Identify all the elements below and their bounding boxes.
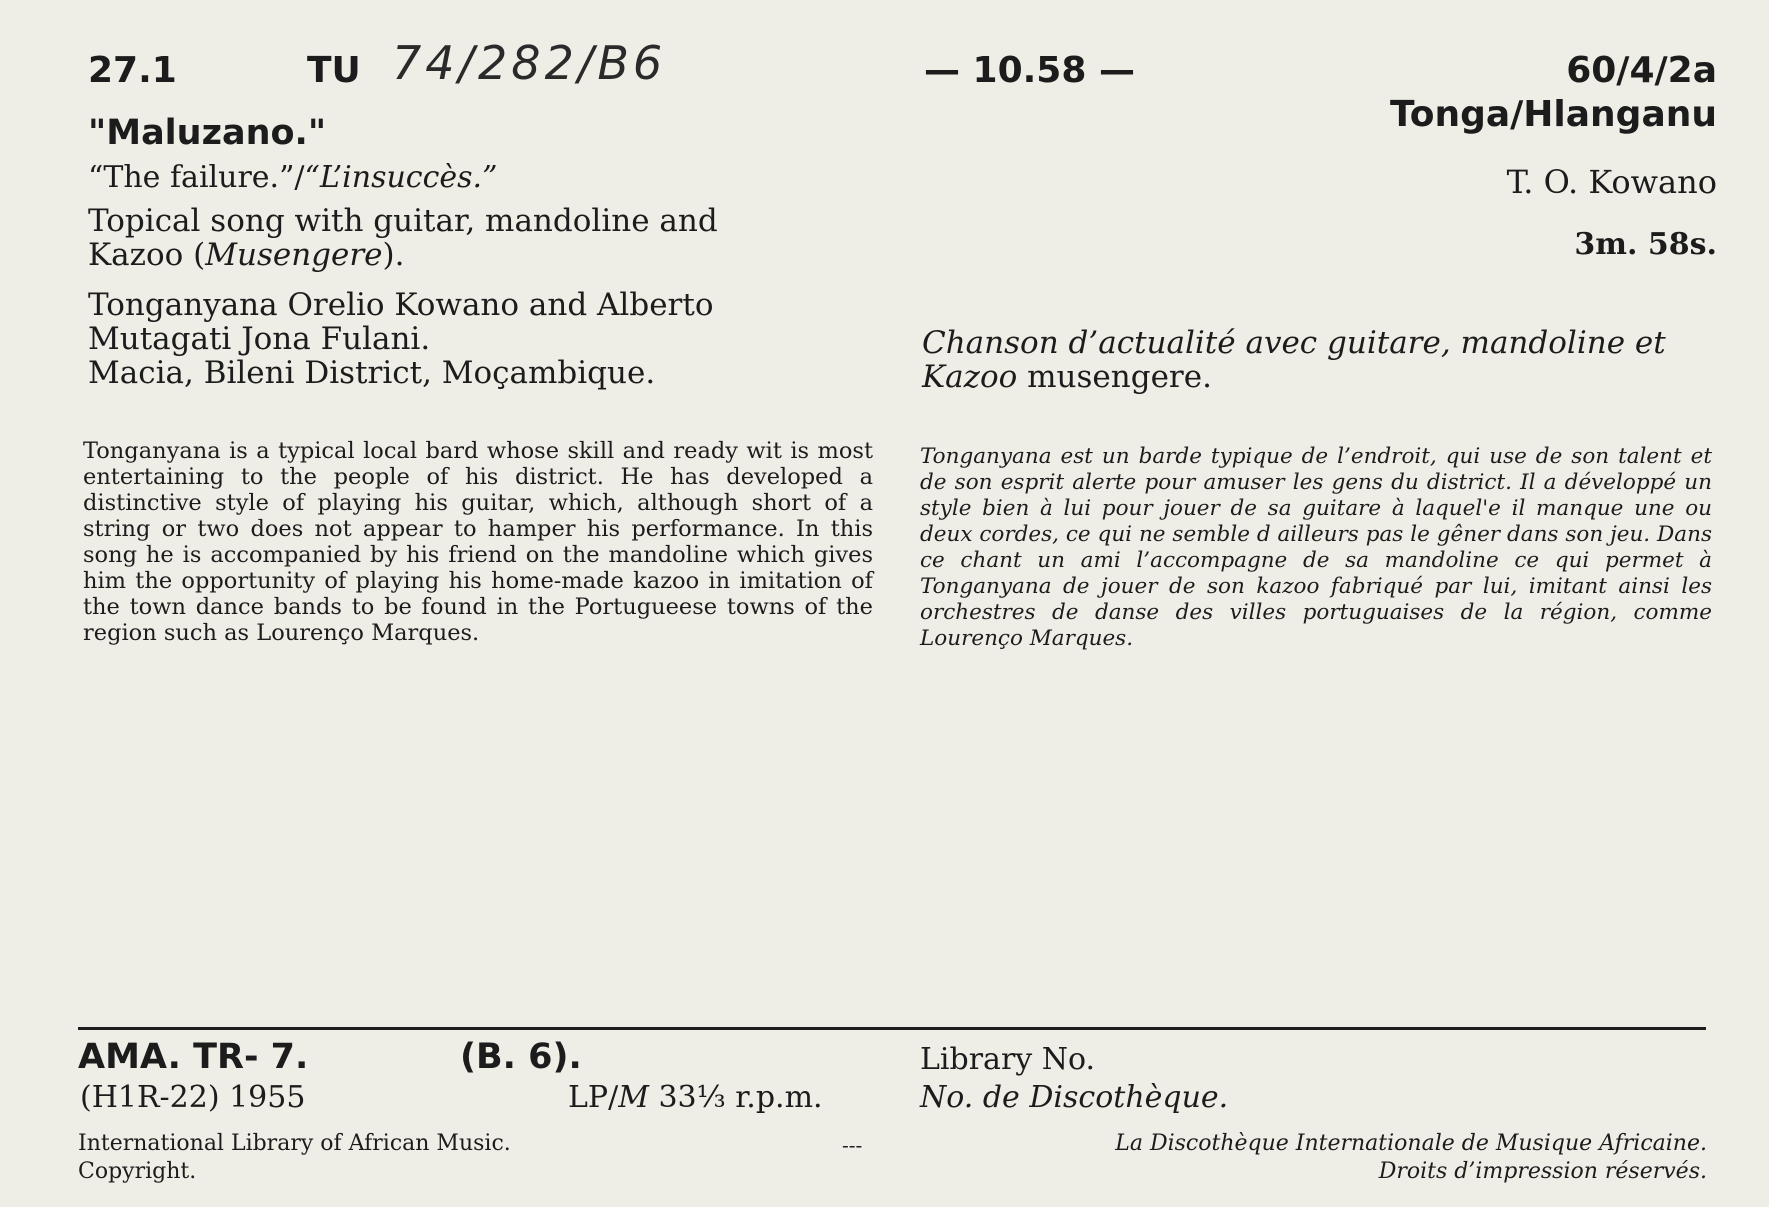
description-text: Kazoo (922, 359, 1018, 395)
format-text: M (618, 1080, 649, 1115)
matrix-and-year: (H1R-22) 1955 (80, 1080, 306, 1115)
publisher-french (1115, 1130, 1707, 1186)
discotheque-number-label: No. de Discothèque. (920, 1080, 1229, 1115)
handwritten-reference: 74/282/B6 (392, 36, 667, 90)
description-english (88, 204, 718, 272)
title-translation (88, 160, 497, 195)
description-text: musengere. (1017, 359, 1212, 395)
description-line (922, 360, 1666, 394)
duration-code: — 10.58 — (924, 50, 1135, 91)
description-french (922, 326, 1666, 394)
description-line (88, 238, 718, 272)
library-number-label: Library No. (920, 1042, 1096, 1077)
record-format (568, 1080, 823, 1115)
song-title: "Maluzano." (88, 113, 327, 153)
publisher-line: International Library of African Music. (78, 1131, 511, 1156)
translation-english: “The failure.”/ (88, 160, 305, 195)
dash-mark: --- (842, 1133, 863, 1157)
track-length: 3m. 58s. (1574, 227, 1717, 262)
description-line: Topical song with guitar, mandoline and (88, 203, 718, 239)
copyright-line: Copyright. (78, 1159, 197, 1184)
track-number: 27.1 (88, 50, 177, 91)
publisher-english (78, 1130, 511, 1186)
instrument-name: Musengere (205, 237, 383, 273)
translation-french: “L’insuccès.” (304, 160, 498, 195)
performers-block (88, 288, 713, 390)
catalogue-code: 60/4/2a (1566, 50, 1717, 91)
album-code: AMA. TR- 7. (78, 1037, 309, 1077)
format-text: LP/ (568, 1080, 619, 1115)
description-text: Kazoo ( (88, 237, 206, 273)
performer-short-name: T. O. Kowano (1506, 163, 1717, 201)
format-text: 33⅓ r.p.m. (648, 1080, 823, 1115)
description-text: ). (382, 237, 405, 273)
description-line: Chanson d’actualité avec guitare, mandoline et (922, 325, 1666, 361)
notes-english: Tonganyana is a typical local bard whose skill and ready wit is most entertaining to the people of his district. He has developed a distinctive style of playing his guitar, which, although short of a string or two does not appear to hamper his performance. In this song he is accompanied by his friend on the mandoline which gives him the opportunity of playing his home-made kazoo in imitation of the town dance bands to be found in the Portugueese towns of the region such as Lourenço Marques. (83, 438, 873, 646)
location-line: Macia, Bileni District, Moçambique. (88, 355, 656, 391)
tu-label: TU (307, 50, 361, 91)
language-label: Tonga/Hlanganu (1389, 94, 1717, 135)
performers-line: Mutagati Jona Fulani. (88, 321, 431, 357)
side-code: (B. 6). (460, 1037, 582, 1077)
notes-french: Tonganyana est un barde typique de l’endroit, qui use de son talent et de son esprit alerte pour amuser les gens du district. Il a développé un style bien à lui pour jouer de sa guitare à laquel'e il manque une ou deux cordes, ce qui ne semble d ailleurs pas le gêner dans son jeu. Dans ce chant un ami l’accompagne de sa mandoline ce qui permet à Tonganyana de jouer de son kazoo fabriqué par lui, imitant ainsi les orchestres de danse des villes portuguaises de la région, comme Lourenço Marques. (920, 444, 1712, 651)
publisher-line: La Discothèque Internationale de Musique Africaine. (1115, 1131, 1707, 1156)
performers-line: Tonganyana Orelio Kowano and Alberto (88, 287, 714, 323)
footer-divider (78, 1027, 1706, 1030)
copyright-line: Droits d’impression réservés. (1378, 1159, 1707, 1184)
